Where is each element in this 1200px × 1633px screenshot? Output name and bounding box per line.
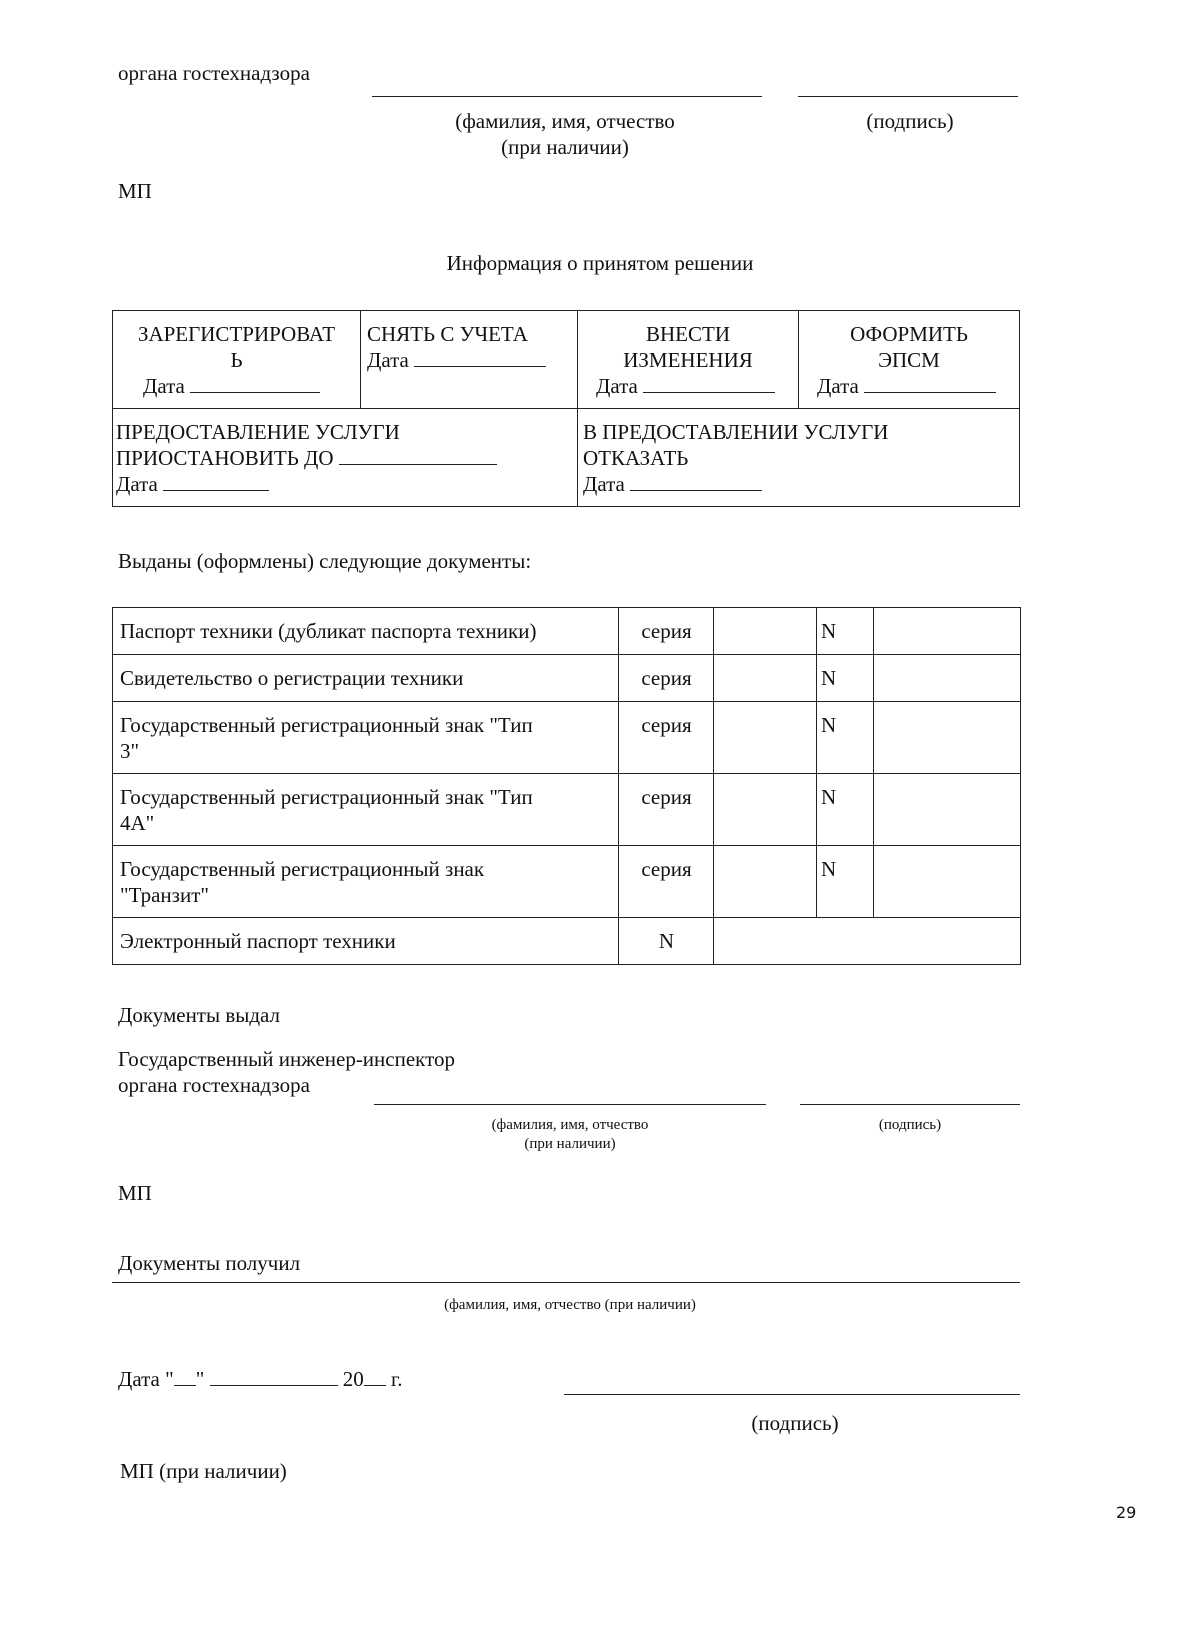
issued-signature-caption: (подпись) — [878, 1117, 942, 1133]
number-value-cell[interactable] — [874, 702, 1021, 774]
organ-label: органа гостехнадзора — [118, 61, 310, 85]
mp-stamp-label: МП — [118, 179, 152, 203]
table-row — [113, 702, 1021, 774]
decision-table — [112, 310, 1020, 507]
signature-line — [798, 96, 1018, 97]
documents-heading: Выданы (оформлены) следующие документы: — [118, 549, 532, 573]
refuse-cell[interactable]: В ПРЕДОСТАВЛЕНИИ УСЛУГИ ОТКАЗАТЬ Дата — [578, 409, 1020, 507]
page-number: 29 — [1116, 1503, 1137, 1522]
register-cell[interactable]: ЗАРЕГИСТРИРОВАТ Ь Дата — [113, 311, 361, 409]
signature-caption: (подпись) — [866, 109, 954, 133]
number-value-cell[interactable] — [874, 774, 1021, 846]
number-value-cell[interactable] — [874, 846, 1021, 918]
received-label: Документы получил — [118, 1251, 301, 1275]
document-name: Государственный регистрационный знак "Транзит" — [113, 846, 619, 918]
deregister-cell[interactable]: СНЯТЬ С УЧЕТА Дата — [361, 311, 578, 409]
table-row — [113, 608, 1021, 655]
series-label: серия — [619, 774, 714, 846]
issued-position: Государственный инженер-инспектор органа гостехнадзора — [118, 1047, 455, 1097]
table-row — [113, 655, 1021, 702]
decision-heading: Информация о принятом решении — [446, 251, 754, 275]
series-value-cell[interactable] — [714, 608, 817, 655]
amend-cell[interactable]: ВНЕСТИ ИЗМЕНЕНИЯ Дата — [578, 311, 799, 409]
table-row — [113, 846, 1021, 918]
received-fio-caption: (фамилия, имя, отчество (при наличии) — [444, 1297, 696, 1313]
document-name: Государственный регистрационный знак "Тип 4А" — [113, 774, 619, 846]
number-label: N — [817, 702, 874, 774]
issued-signature-line — [800, 1104, 1020, 1105]
number-value-cell[interactable] — [874, 655, 1021, 702]
received-signature-caption: (подпись) — [751, 1411, 839, 1435]
document-name: Свидетельство о регистрации техники — [113, 655, 619, 702]
issued-label: Документы выдал — [118, 1003, 281, 1027]
table-row — [113, 918, 1021, 965]
received-signature-line — [564, 1394, 1020, 1395]
series-label: серия — [619, 846, 714, 918]
received-mp-label: МП (при наличии) — [120, 1459, 287, 1483]
documents-table — [112, 607, 1021, 965]
series-label: серия — [619, 702, 714, 774]
series-value-cell[interactable] — [714, 655, 817, 702]
suspend-cell[interactable]: ПРЕДОСТАВЛЕНИЕ УСЛУГИ ПРИОСТАНОВИТЬ ДО Дата — [113, 409, 578, 507]
issued-mp-label: МП — [118, 1181, 152, 1205]
series-value-cell[interactable] — [714, 702, 817, 774]
series-value-cell[interactable] — [714, 846, 817, 918]
received-date[interactable]: Дата " " 20 г. — [118, 1367, 403, 1391]
number-label: N — [817, 846, 874, 918]
number-value-cell[interactable] — [874, 608, 1021, 655]
issued-fio-line — [374, 1104, 766, 1105]
table-row — [113, 774, 1021, 846]
number-label: N — [817, 608, 874, 655]
number-label: N — [619, 918, 714, 965]
series-value-cell[interactable] — [714, 774, 817, 846]
number-label: N — [817, 655, 874, 702]
fio-caption: (фамилия, имя, отчество (при наличии) — [455, 109, 675, 159]
document-name: Электронный паспорт техники — [113, 918, 619, 965]
number-label: N — [817, 774, 874, 846]
issued-fio-caption: (фамилия, имя, отчество (при наличии) — [491, 1117, 649, 1152]
series-label: серия — [619, 655, 714, 702]
epsm-cell[interactable]: ОФОРМИТЬ ЭПСМ Дата — [799, 311, 1020, 409]
number-value-cell[interactable] — [714, 918, 1021, 965]
document-name: Государственный регистрационный знак "Тип 3" — [113, 702, 619, 774]
document-name: Паспорт техники (дубликат паспорта техники) — [113, 608, 619, 655]
fio-line — [372, 96, 762, 97]
series-label: серия — [619, 608, 714, 655]
received-fio-line — [112, 1282, 1020, 1283]
